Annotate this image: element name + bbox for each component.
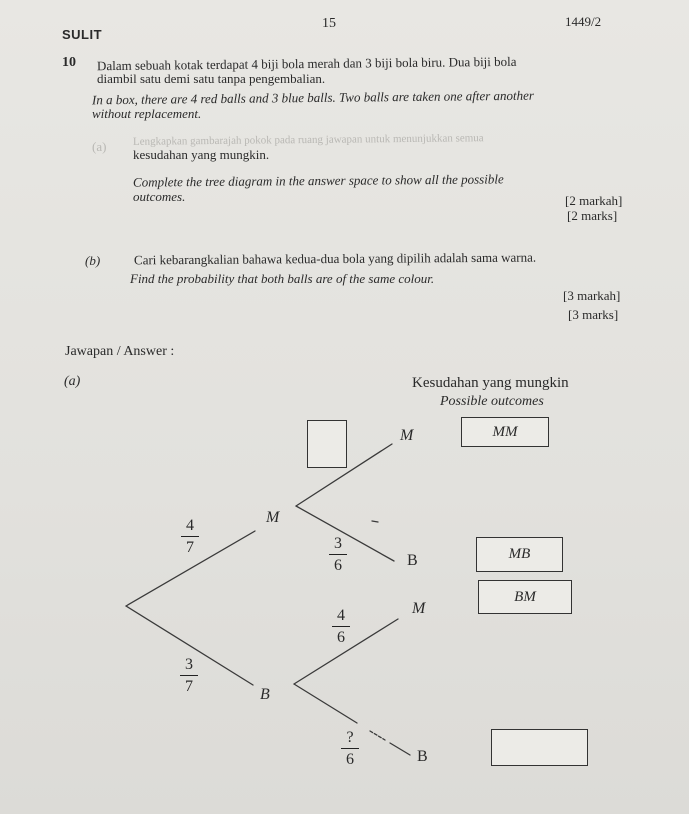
prob-MB [329,536,347,574]
branch-BB-pencil-2 [370,731,385,740]
part-b-marks-malay: [3 markah] [563,288,621,303]
pencil-mark [372,521,378,522]
prob-first-B-den: 7 [185,678,193,695]
prob-BB-num: ? [346,729,354,746]
stem-malay-line-2: diambil satu demi satu tanpa pengembalian. [97,71,326,86]
outcome-MM: MM [492,423,518,440]
branch-BB-pencil-1 [294,684,357,723]
outcome-box-BM[interactable] [478,580,572,614]
prob-MM-answer-box[interactable] [307,420,347,468]
outcome-box-MB[interactable] [476,537,563,572]
label-MB-B: B [407,552,418,569]
prob-BM-den: 6 [337,629,345,646]
part-a-english-line-1: Complete the tree diagram in the answer space to show all the possible [132,171,504,190]
page-number: 15 [322,16,336,31]
part-a-marks-english: [2 marks] [567,208,618,223]
prob-BM-num: 4 [337,607,345,624]
part-a-label: (a) [92,139,107,154]
outcome-BM: BM [514,588,536,605]
answer-part-a-label: (a) [64,374,81,389]
label-BM-M: M [412,600,426,617]
part-b-marks-english: [3 marks] [568,307,619,322]
outcome-box-MM[interactable] [461,417,549,447]
prob-first-B [180,657,198,695]
prob-BB [341,730,359,768]
part-a-marks-malay: [2 markah] [565,193,623,208]
prob-MB-den: 6 [334,557,342,574]
label-MM-M: M [400,427,414,444]
outcome-MB: MB [508,546,531,562]
paper-code: 1449/2 [565,14,602,29]
part-a-malay-line-1: Lengkapkan gambarajah pokok pada ruang jawapan untuk menunjukkan semua [132,132,484,148]
outcome-box-BB[interactable] [491,729,588,766]
stem-english-line-1: In a box, there are 4 red balls and 3 blue balls. Two balls are taken one after another [91,87,535,108]
answer-heading: Jawapan / Answer : [65,344,175,359]
prob-BB-den: 6 [346,751,354,768]
header-sulit: SULIT [62,27,103,42]
prob-MB-num: 3 [334,535,342,552]
part-b-label: (b) [85,253,101,268]
outcomes-heading-malay: Kesudahan yang mungkin [412,375,569,391]
part-a-english-line-2: outcomes. [133,189,186,204]
prob-first-B-num: 3 [185,656,193,673]
prob-first-M-den: 7 [186,539,194,556]
prob-first-M [181,518,199,556]
part-b-malay: Cari kebarangkalian bahawa kedua-dua bola yang dipilih adalah sama warna. [133,249,537,268]
label-first-M: M [266,509,280,526]
question-number: 10 [62,55,76,70]
label-BB-B: B [417,748,428,765]
stem-english-line-2: without replacement. [92,106,202,121]
stem-malay-line-1: Dalam sebuah kotak terdapat 4 biji bola merah dan 3 biji bola biru. Dua biji bola [96,53,517,74]
part-b-english: Find the probability that both balls are of the same colour. [130,271,435,286]
prob-first-M-num: 4 [186,517,194,534]
outcomes-heading-english: Possible outcomes [440,394,544,409]
prob-BM [332,608,350,646]
label-first-B: B [260,686,270,703]
branch-BB-pencil-3 [390,743,410,755]
part-a-malay-line-2: kesudahan yang mungkin. [133,147,270,162]
